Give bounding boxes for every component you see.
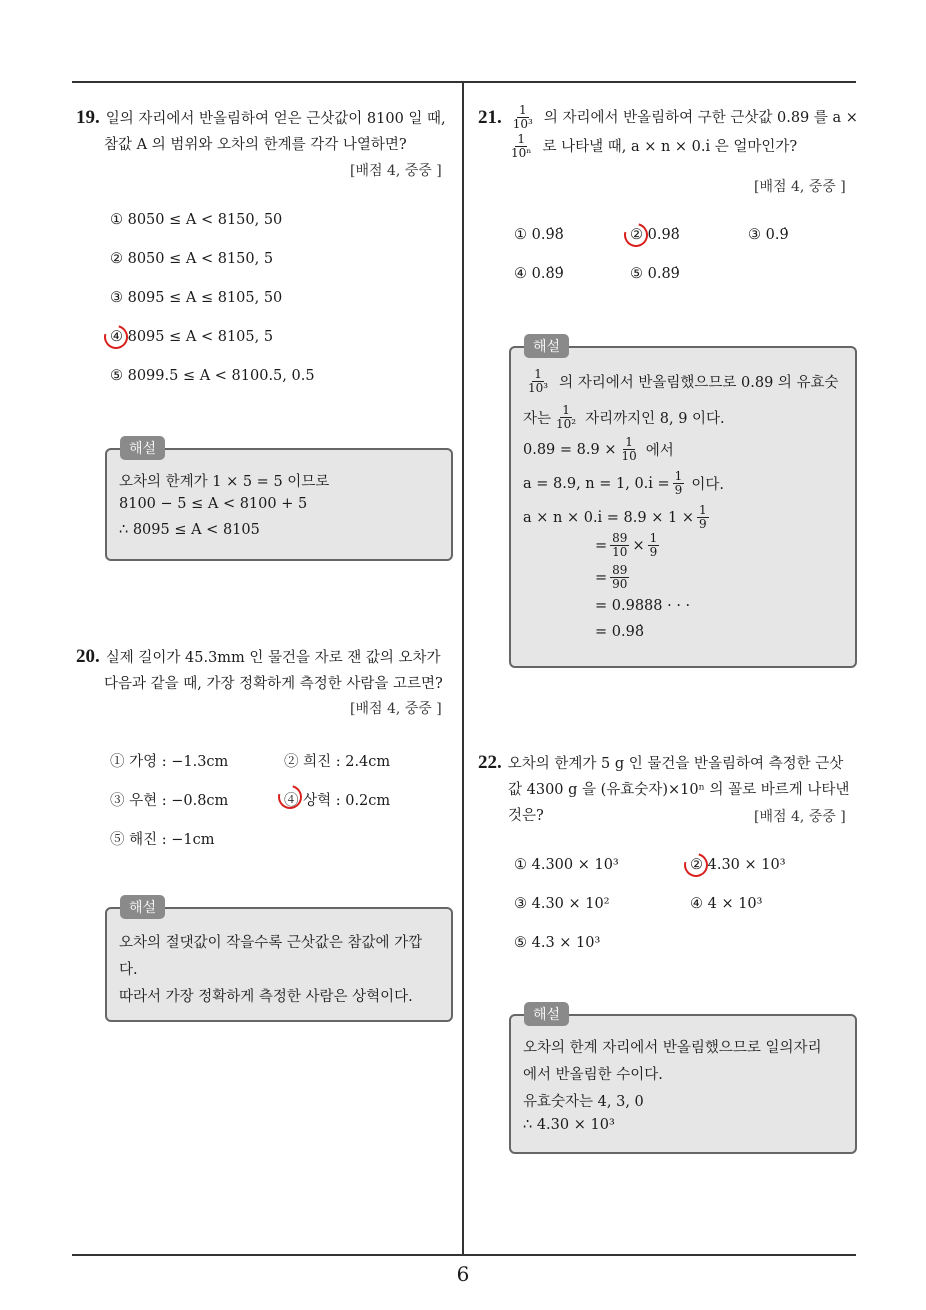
choice-5[interactable]: ⑤ 해진 : −1cm bbox=[110, 832, 215, 848]
question-text-line-1: 의 자리에서 반올림하여 구한 근삿값 0.89 를 a × bbox=[543, 109, 858, 126]
explanation-line-1: 오차의 절댓값이 작을수록 근삿값은 참값에 가깝 bbox=[119, 935, 423, 951]
choice-2[interactable]: ② 희진 : 2.4cm bbox=[284, 754, 391, 770]
score-label: [배점 4, 중중 ] bbox=[754, 179, 846, 195]
choice-4[interactable]: ④ 4 × 10³ bbox=[690, 896, 763, 912]
explanation-line-3: ∴ 8095 ≤ A < 8105 bbox=[119, 522, 260, 538]
choice-2[interactable]: ② 8050 ≤ A < 8150, 5 bbox=[110, 251, 274, 267]
choice-1[interactable]: ① 가영 : −1.3cm bbox=[110, 754, 229, 770]
choice-1[interactable]: ① 4.300 × 10³ bbox=[514, 857, 619, 873]
explanation-tag: 해설 bbox=[120, 436, 165, 460]
question-19 bbox=[76, 105, 456, 158]
selected-answer-circle-icon bbox=[620, 219, 653, 252]
choice-1[interactable]: ① 0.9̇8̇ bbox=[514, 227, 564, 243]
choice-3[interactable]: ③ 4.30 × 10² bbox=[514, 896, 610, 912]
question-text-line-2: 로 나타낼 때, a × n × 0.i̇ 은 얼마인가? bbox=[542, 138, 798, 155]
score-label: [배점 4, 중중 ] bbox=[350, 701, 442, 717]
explanation-box bbox=[105, 448, 453, 561]
choice-5[interactable]: ⑤ 0.89̇ bbox=[630, 266, 680, 282]
question-20 bbox=[76, 644, 456, 697]
choice-4[interactable]: ④ 8095 ≤ A < 8105, 5 bbox=[110, 329, 274, 345]
explanation-box bbox=[509, 346, 857, 668]
choice-5[interactable]: ⑤ 4.3 × 10³ bbox=[514, 935, 601, 951]
explanation-line-7: = $\frac{89}{90}$ bbox=[595, 563, 628, 591]
explanation-tag: 해설 bbox=[524, 1002, 569, 1026]
question-21 bbox=[478, 104, 860, 160]
question-number: 20. bbox=[76, 646, 100, 667]
score-label: [배점 4, 중중 ] bbox=[350, 163, 442, 179]
choice-3[interactable]: ③ 8095 ≤ A ≤ 8105, 50 bbox=[110, 290, 283, 306]
explanation-tag: 해설 bbox=[120, 895, 165, 919]
question-text-line-2: 다음과 같을 때, 가장 정확하게 측정한 사람을 고르면? bbox=[104, 676, 443, 692]
explanation-line-2: 에서 반올림한 수이다. bbox=[523, 1067, 663, 1083]
selected-answer-circle-icon bbox=[680, 849, 713, 882]
explanation-box bbox=[509, 1014, 857, 1154]
choice-5[interactable]: ⑤ 8099.5 ≤ A < 8100.5, 0.5 bbox=[110, 368, 315, 384]
explanation-line-3: 0.89 = 8.9 × $\frac{1}{10}$ 에서 bbox=[523, 435, 674, 463]
fraction: $\frac{1}{\text{10³}}$ bbox=[512, 103, 533, 131]
choice-3[interactable]: ③ 0.9̇ bbox=[748, 227, 789, 243]
explanation-line-6: = $\frac{89}{10}$ × $\frac{1}{9}$ bbox=[595, 531, 658, 559]
explanation-box bbox=[105, 907, 453, 1022]
choice-1[interactable]: ① 8050 ≤ A < 8150, 50 bbox=[110, 212, 283, 228]
explanation-line-3: 유효숫자는 4, 3, 0 bbox=[523, 1094, 644, 1110]
explanation-line-1: $\frac{1}{\text{10³}}$ 의 자리에서 반올림했으므로 0.89 의 유효숫 bbox=[528, 367, 839, 395]
explanation-line-3: 따라서 가장 정확하게 측정한 사람은 상혁이다. bbox=[119, 989, 413, 1005]
question-text-line-1: 오차의 한계가 5 g 인 물건을 반올림하여 측정한 근삿 bbox=[507, 756, 844, 772]
question-text-line-1: 일의 자리에서 반올림하여 얻은 근삿값이 8100 일 때, bbox=[105, 111, 446, 127]
selected-answer-circle-icon bbox=[100, 321, 133, 354]
choice-4[interactable]: ④ 0.8̇9̇ bbox=[514, 266, 564, 282]
explanation-line-8: = 0.9888 · · · bbox=[595, 598, 691, 614]
explanation-line-2: 다. bbox=[119, 962, 138, 978]
question-number: 19. bbox=[76, 107, 100, 128]
explanation-line-1: 오차의 한계가 1 × 5 = 5 이므로 bbox=[119, 474, 330, 490]
question-text-line-1: 실제 길이가 45.3mm 인 물건을 자로 잰 값의 오차가 bbox=[105, 650, 441, 666]
explanation-line-4: a = 8.9, n = 1, 0.i̇ = $\frac{1}{9}$ 이다. bbox=[523, 469, 724, 497]
explanation-line-9: = 0.98̇ bbox=[595, 624, 645, 640]
fraction: $\frac{1}{\text{10ⁿ}}$ bbox=[511, 132, 532, 160]
explanation-line-2: 자는 $\frac{1}{\text{10²}}$ 자리까지인 8, 9 이다. bbox=[523, 403, 725, 431]
question-number: 21. bbox=[478, 106, 502, 128]
choice-2[interactable]: ② 0.98̇ bbox=[630, 227, 680, 243]
explanation-line-2: 8100 − 5 ≤ A < 8100 + 5 bbox=[119, 496, 308, 512]
explanation-line-1: 오차의 한계 자리에서 반올림했으므로 일의자리 bbox=[523, 1040, 822, 1056]
bottom-rule bbox=[72, 1254, 856, 1256]
question-number: 22. bbox=[478, 752, 502, 773]
explanation-tag: 해설 bbox=[524, 334, 569, 358]
column-divider bbox=[462, 82, 464, 1255]
choice-3[interactable]: ③ 우현 : −0.8cm bbox=[110, 793, 229, 809]
question-text-line-2: 참값 A 의 범위와 오차의 한계를 각각 나열하면? bbox=[104, 137, 407, 153]
choice-4[interactable]: ④ 상혁 : 0.2cm bbox=[284, 793, 391, 809]
explanation-line-5: a × n × 0.i̇ = 8.9 × 1 × $\frac{1}{9}$ bbox=[523, 503, 707, 531]
score-label: [배점 4, 중중 ] bbox=[754, 809, 846, 825]
top-rule bbox=[72, 81, 856, 83]
question-text-line-2: 값 4300 g 을 (유효숫자)×10ⁿ 의 꼴로 바르게 나타낸 bbox=[508, 782, 850, 798]
choice-2[interactable]: ② 4.30 × 10³ bbox=[690, 857, 786, 873]
explanation-line-4: ∴ 4.30 × 10³ bbox=[523, 1117, 615, 1133]
question-text-line-3: 것은? bbox=[508, 808, 544, 824]
page-number: 6 bbox=[456, 1262, 470, 1286]
